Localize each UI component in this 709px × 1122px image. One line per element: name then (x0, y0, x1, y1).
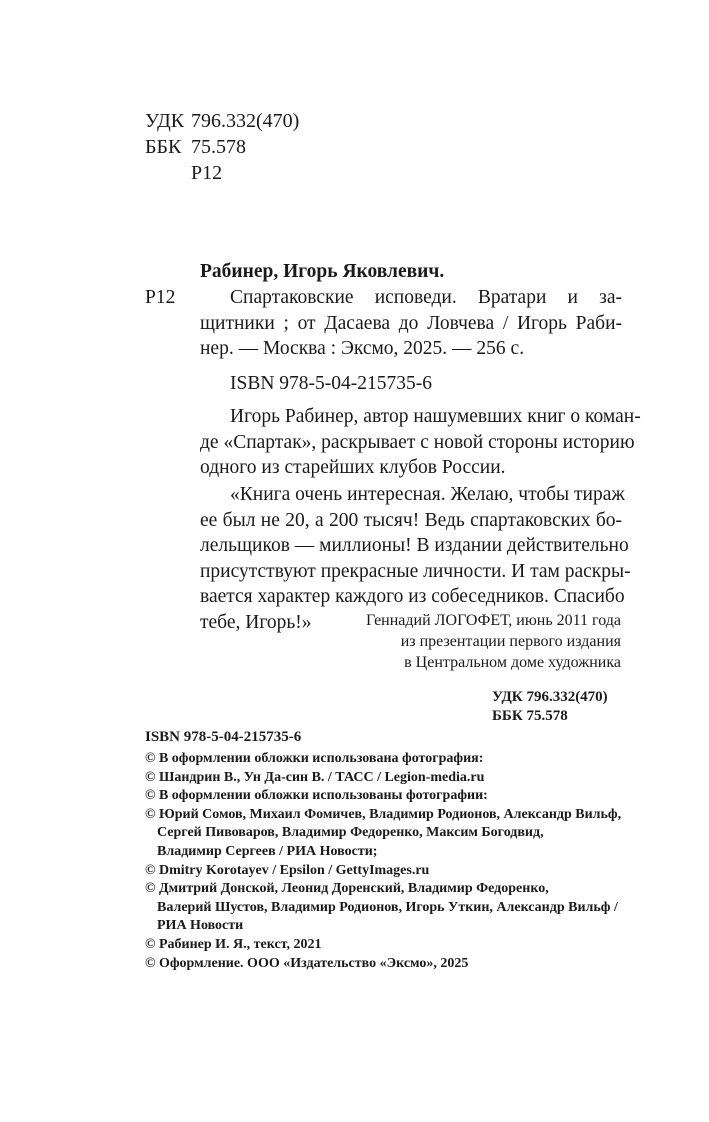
copyright-list (145, 750, 645, 973)
bbk-label: ББК (145, 136, 182, 158)
copyright-line: © Юрий Сомов, Михаил Фомичев, Владимир Родионов, Александр Вильф, (145, 806, 622, 822)
annotation-line: одного из старейших клубов России. (200, 457, 506, 478)
annotation-line: Игорь Рабинер, автор нашумевших книг о коман- (230, 406, 641, 427)
copyright-line: РИА Новости (157, 918, 244, 934)
author-heading: Рабинер, Игорь Яковлевич. (200, 261, 445, 282)
copyright-line: © Дмитрий Донской, Леонид Доренский, Владимир Федоренко, (145, 881, 549, 897)
bottom-udk: УДК 796.332(470) (492, 689, 608, 705)
title-line: нер. — Москва : Эксмо, 2025. — 256 с. (200, 338, 525, 359)
quote-line: «Книга очень интересная. Желаю, чтобы тираж (230, 484, 625, 505)
copyright-line: © Оформление. ООО «Издательство «Эксмо», 2025 (145, 955, 469, 971)
bbk-value: 75.578 (191, 136, 246, 158)
title-line: щитники ; от Дасаева до Ловчева / Игорь Раби- (200, 312, 622, 334)
quote-signature (300, 610, 621, 673)
bottom-codes (492, 688, 608, 725)
quote-line: ее был не 20, а 200 тысяч! Ведь спартаковских бо- (200, 509, 622, 531)
title-line: Спартаковские исповеди. Вратари и за- (230, 287, 622, 308)
quote-line: тебе, Игорь!» (200, 611, 312, 633)
copyright-line: © В оформлении обложки использована фотография: (145, 751, 484, 766)
title-block (200, 285, 622, 362)
copyright-line: © Рабинер И. Я., текст, 2021 (145, 936, 322, 952)
copyright-line: © В оформлении обложки использованы фотографии: (145, 788, 488, 804)
author-mark: Р12 (145, 287, 176, 308)
imprint-isbn: ISBN 978-5-04-215735-6 (145, 729, 302, 745)
annotation-block (200, 404, 641, 481)
signature-line: в Центральном доме художника (404, 654, 621, 671)
quote-line: вается характер каждого из собеседников. Спасибо (200, 586, 625, 607)
annotation-line: де «Спартак», раскрывает с новой стороны историю (200, 431, 635, 453)
copyright-line: © Dmitry Korotayev / Epsilon / GettyImages.ru (145, 862, 430, 878)
udk-value: 796.332(470) (191, 110, 300, 132)
signature-line: Геннадий ЛОГОФЕТ, июнь 2011 года (366, 612, 621, 629)
signature-line: из презентации первого издания (400, 633, 621, 650)
record-isbn: ISBN 978-5-04-215735-6 (230, 373, 433, 394)
bottom-bbk: ББК 75.578 (492, 707, 568, 724)
author-mark-top: Р12 (191, 162, 223, 184)
classification-block (145, 108, 365, 188)
quote-line: лельщиков — миллионы! В издании действительно (200, 535, 629, 556)
quote-line: присутствуют прекрасные личности. И там раскры- (200, 560, 631, 582)
copyright-line: © Шандрин В., Ун Да-син В. / ТАСС / Legion-media.ru (145, 769, 485, 785)
copyright-line: Владимир Сергеев / РИА Новости; (157, 843, 378, 859)
copyright-line: Валерий Шустов, Владимир Родионов, Игорь Уткин, Александр Вильф / (157, 899, 618, 915)
copyright-line: Сергей Пивоваров, Владимир Федоренко, Максим Богодвид, (157, 825, 544, 841)
udk-label: УДК (145, 110, 185, 132)
